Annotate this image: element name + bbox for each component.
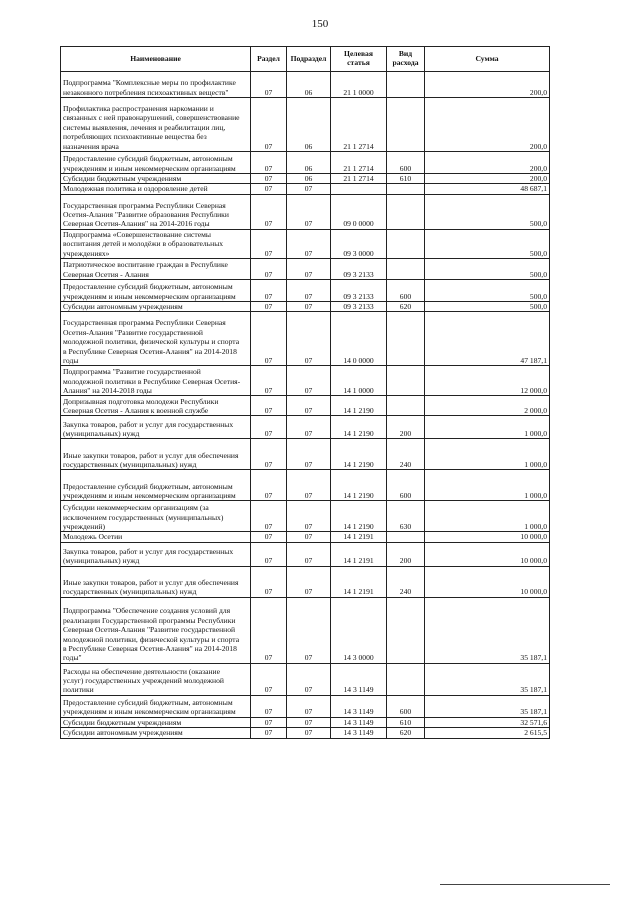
cell-section: 07: [251, 566, 287, 597]
cell-section: 07: [251, 194, 287, 229]
cell-name: Субсидии автономным учреждениям: [61, 302, 251, 312]
cell-subsection: 07: [287, 302, 331, 312]
cell-subsection: 07: [287, 470, 331, 501]
cell-subsection: 07: [287, 501, 331, 532]
cell-section: 07: [251, 542, 287, 566]
cell-subsection: 07: [287, 416, 331, 439]
cell-expense-type: 600: [387, 280, 425, 302]
cell-section: 07: [251, 98, 287, 152]
column-header-target: Целевая статья: [331, 47, 387, 72]
cell-section: 07: [251, 302, 287, 312]
cell-section: 07: [251, 366, 287, 396]
cell-section: 07: [251, 312, 287, 366]
cell-target: 14 1 2190: [331, 416, 387, 439]
cell-expense-type: 240: [387, 566, 425, 597]
cell-target: 14 3 1149: [331, 717, 387, 727]
cell-name: Молодежь Осетии: [61, 532, 251, 542]
cell-target: 14 3 1149: [331, 695, 387, 717]
cell-name: Предоставление субсидий бюджетным, автономным учреждениям и иным некоммерческим организациям: [61, 470, 251, 501]
table-row: [61, 312, 550, 366]
cell-amount: 32 571,6: [425, 717, 550, 727]
cell-amount: 500,0: [425, 229, 550, 258]
cell-subsection: 06: [287, 174, 331, 184]
cell-amount: 12 000,0: [425, 366, 550, 396]
cell-amount: 500,0: [425, 280, 550, 302]
cell-amount: 1 000,0: [425, 470, 550, 501]
table-row: [61, 302, 550, 312]
cell-amount: 1 000,0: [425, 501, 550, 532]
cell-section: 07: [251, 184, 287, 194]
cell-target: 14 1 2191: [331, 542, 387, 566]
cell-section: 07: [251, 259, 287, 280]
cell-expense-type: 610: [387, 174, 425, 184]
table-row: [61, 416, 550, 439]
cell-amount: 48 687,1: [425, 184, 550, 194]
cell-name: Государственная программа Республики Северная Осетия-Алания "Развитие государственной молодежной политики, физической культуры и спорта в Республике Северная Осетия-Алания" на 2014-2018 годы: [61, 312, 251, 366]
cell-expense-type: [387, 312, 425, 366]
cell-expense-type: 620: [387, 728, 425, 738]
table-row: [61, 259, 550, 280]
cell-name: Закупка товаров, работ и услуг для государственных (муниципальных) нужд: [61, 416, 251, 439]
cell-section: 07: [251, 470, 287, 501]
cell-expense-type: [387, 532, 425, 542]
cell-target: 14 1 2190: [331, 439, 387, 470]
cell-target: [331, 184, 387, 194]
cell-expense-type: 630: [387, 501, 425, 532]
cell-amount: 35 187,1: [425, 695, 550, 717]
cell-subsection: 07: [287, 184, 331, 194]
column-header-subsection: Подраздел: [287, 47, 331, 72]
cell-subsection: 07: [287, 439, 331, 470]
cell-target: 14 1 2191: [331, 566, 387, 597]
cell-expense-type: [387, 366, 425, 396]
cell-subsection: 07: [287, 597, 331, 663]
table-row: [61, 501, 550, 532]
table-row: [61, 396, 550, 416]
cell-amount: 200,0: [425, 152, 550, 174]
cell-expense-type: [387, 184, 425, 194]
cell-section: 07: [251, 396, 287, 416]
cell-target: 14 3 1149: [331, 728, 387, 738]
cell-name: Подпрограмма "Обеспечение создания условий для реализации Государственной программы Республики Северная Осетия-Алания "Развитие государственной молодежной политики, физической культуры и спорта в Республике Северная Осетия-Алания" на 2014-2018 годы": [61, 597, 251, 663]
cell-name: Предоставление субсидий бюджетным, автономным учреждениям и иным некоммерческим организациям: [61, 695, 251, 717]
cell-section: 07: [251, 229, 287, 258]
budget-table: [60, 46, 550, 739]
cell-name: Субсидии автономным учреждениям: [61, 728, 251, 738]
table-row: [61, 152, 550, 174]
cell-subsection: 07: [287, 717, 331, 727]
cell-target: 09 3 2133: [331, 302, 387, 312]
cell-expense-type: 200: [387, 416, 425, 439]
table-row: [61, 366, 550, 396]
cell-section: 07: [251, 416, 287, 439]
cell-subsection: 07: [287, 312, 331, 366]
cell-amount: 10 000,0: [425, 532, 550, 542]
cell-name: Расходы на обеспечение деятельности (оказание услуг) государственных учреждений молодежной политики: [61, 663, 251, 695]
cell-section: 07: [251, 501, 287, 532]
cell-name: Подпрограмма "Развитие государственной молодежной политики в Республике Северная Осетия- Алания" на 2014-2018 годы: [61, 366, 251, 396]
cell-amount: 500,0: [425, 259, 550, 280]
cell-amount: 1 000,0: [425, 439, 550, 470]
cell-amount: 1 000,0: [425, 416, 550, 439]
cell-amount: 2 615,5: [425, 728, 550, 738]
cell-name: Предоставление субсидий бюджетным, автономным учреждениям и иным некоммерческим организациям: [61, 152, 251, 174]
cell-expense-type: [387, 98, 425, 152]
cell-section: 07: [251, 597, 287, 663]
cell-expense-type: [387, 597, 425, 663]
table-header-row: [61, 47, 550, 72]
cell-target: 14 0 0000: [331, 312, 387, 366]
cell-section: 07: [251, 174, 287, 184]
table-row: [61, 98, 550, 152]
cell-expense-type: [387, 663, 425, 695]
table-row: [61, 72, 550, 98]
cell-section: 07: [251, 663, 287, 695]
cell-expense-type: [387, 229, 425, 258]
cell-subsection: 07: [287, 728, 331, 738]
table-row: [61, 663, 550, 695]
table-row: [61, 280, 550, 302]
table-body: [61, 72, 550, 739]
cell-target: 21 1 2714: [331, 174, 387, 184]
cell-subsection: 07: [287, 566, 331, 597]
cell-amount: 47 187,1: [425, 312, 550, 366]
cell-expense-type: 600: [387, 470, 425, 501]
cell-section: 07: [251, 532, 287, 542]
cell-target: 09 3 2133: [331, 259, 387, 280]
cell-section: 07: [251, 717, 287, 727]
cell-target: 14 1 2190: [331, 501, 387, 532]
cell-section: 07: [251, 72, 287, 98]
cell-amount: 500,0: [425, 194, 550, 229]
table-row: [61, 174, 550, 184]
table-row: [61, 695, 550, 717]
cell-target: 14 3 0000: [331, 597, 387, 663]
column-header-expense-type: Вид расхода: [387, 47, 425, 72]
cell-expense-type: 240: [387, 439, 425, 470]
table-row: [61, 542, 550, 566]
cell-target: 14 1 2191: [331, 532, 387, 542]
cell-name: Подпрограмма "Комплексные меры по профилактике незаконного потребления психоактивных веществ": [61, 72, 251, 98]
cell-name: Государственная программа Республики Северная Осетия-Алания "Развитие образования Республики Северная Осетия-Алания" на 2014-2016 годы: [61, 194, 251, 229]
cell-amount: 500,0: [425, 302, 550, 312]
cell-expense-type: [387, 194, 425, 229]
table-row: [61, 229, 550, 258]
cell-expense-type: [387, 72, 425, 98]
cell-expense-type: 620: [387, 302, 425, 312]
cell-expense-type: 610: [387, 717, 425, 727]
table-row: [61, 566, 550, 597]
cell-subsection: 07: [287, 695, 331, 717]
cell-amount: 2 000,0: [425, 396, 550, 416]
cell-amount: 10 000,0: [425, 566, 550, 597]
cell-section: 07: [251, 439, 287, 470]
cell-target: 21 1 0000: [331, 72, 387, 98]
cell-name: Иные закупки товаров, работ и услуг для обеспечения государственных (муниципальных) нужд: [61, 566, 251, 597]
cell-amount: 200,0: [425, 72, 550, 98]
cell-target: 14 1 2190: [331, 470, 387, 501]
cell-section: 07: [251, 728, 287, 738]
table-row: [61, 470, 550, 501]
table-row: [61, 439, 550, 470]
cell-name: Патриотическое воспитание граждан в Республике Северная Осетия - Алания: [61, 259, 251, 280]
cell-expense-type: 600: [387, 152, 425, 174]
cell-subsection: 07: [287, 194, 331, 229]
table-row: [61, 532, 550, 542]
table-row: [61, 194, 550, 229]
cell-name: Закупка товаров, работ и услуг для государственных (муниципальных) нужд: [61, 542, 251, 566]
cell-target: 21 1 2714: [331, 152, 387, 174]
table-row: [61, 717, 550, 727]
cell-expense-type: 200: [387, 542, 425, 566]
cell-target: 09 3 0000: [331, 229, 387, 258]
cell-name: Молодежная политика и оздоровление детей: [61, 184, 251, 194]
cell-target: 09 0 0000: [331, 194, 387, 229]
cell-target: 14 3 1149: [331, 663, 387, 695]
cell-subsection: 06: [287, 98, 331, 152]
column-header-name: Наименование: [61, 47, 251, 72]
cell-name: Субсидии некоммерческим организациям (за исключением государственных (муниципальных) учреждений): [61, 501, 251, 532]
cell-target: 21 1 2714: [331, 98, 387, 152]
table-row: [61, 728, 550, 738]
cell-subsection: 07: [287, 542, 331, 566]
cell-section: 07: [251, 152, 287, 174]
cell-name: Допризывная подготовка молодежи Республики Северная Осетия - Алания к военной службе: [61, 396, 251, 416]
footer-rule: [440, 884, 610, 885]
cell-expense-type: 600: [387, 695, 425, 717]
cell-subsection: 07: [287, 663, 331, 695]
cell-amount: 200,0: [425, 98, 550, 152]
cell-expense-type: [387, 259, 425, 280]
cell-section: 07: [251, 695, 287, 717]
cell-subsection: 07: [287, 366, 331, 396]
cell-subsection: 06: [287, 152, 331, 174]
cell-expense-type: [387, 396, 425, 416]
cell-name: Субсидии бюджетным учреждениям: [61, 174, 251, 184]
cell-amount: 35 187,1: [425, 597, 550, 663]
cell-name: Иные закупки товаров, работ и услуг для обеспечения государственных (муниципальных) нужд: [61, 439, 251, 470]
cell-target: 14 1 0000: [331, 366, 387, 396]
cell-target: 09 3 2133: [331, 280, 387, 302]
cell-subsection: 07: [287, 259, 331, 280]
column-header-section: Раздел: [251, 47, 287, 72]
cell-name: Предоставление субсидий бюджетным, автономным учреждениям и иным некоммерческим организациям: [61, 280, 251, 302]
cell-subsection: 07: [287, 280, 331, 302]
cell-name: Профилактика распространения наркомании и связанных с ней правонарушений, совершенствование системы выявления, лечения и реабилитации лиц, потребляющих психоактивные вещества без назначения врача: [61, 98, 251, 152]
page-number: 150: [311, 18, 329, 30]
cell-name: Подпрограмма «Совершенствование системы воспитания детей и молодёжи в образовательных учреждениях»: [61, 229, 251, 258]
cell-subsection: 07: [287, 396, 331, 416]
cell-amount: 200,0: [425, 174, 550, 184]
cell-subsection: 06: [287, 72, 331, 98]
cell-amount: 35 187,1: [425, 663, 550, 695]
cell-name: Субсидии бюджетным учреждениям: [61, 717, 251, 727]
cell-section: 07: [251, 280, 287, 302]
cell-subsection: 07: [287, 229, 331, 258]
cell-target: 14 1 2190: [331, 396, 387, 416]
cell-amount: 10 000,0: [425, 542, 550, 566]
table-row: [61, 597, 550, 663]
cell-subsection: 07: [287, 532, 331, 542]
column-header-amount: Сумма: [425, 47, 550, 72]
table-row: [61, 184, 550, 194]
